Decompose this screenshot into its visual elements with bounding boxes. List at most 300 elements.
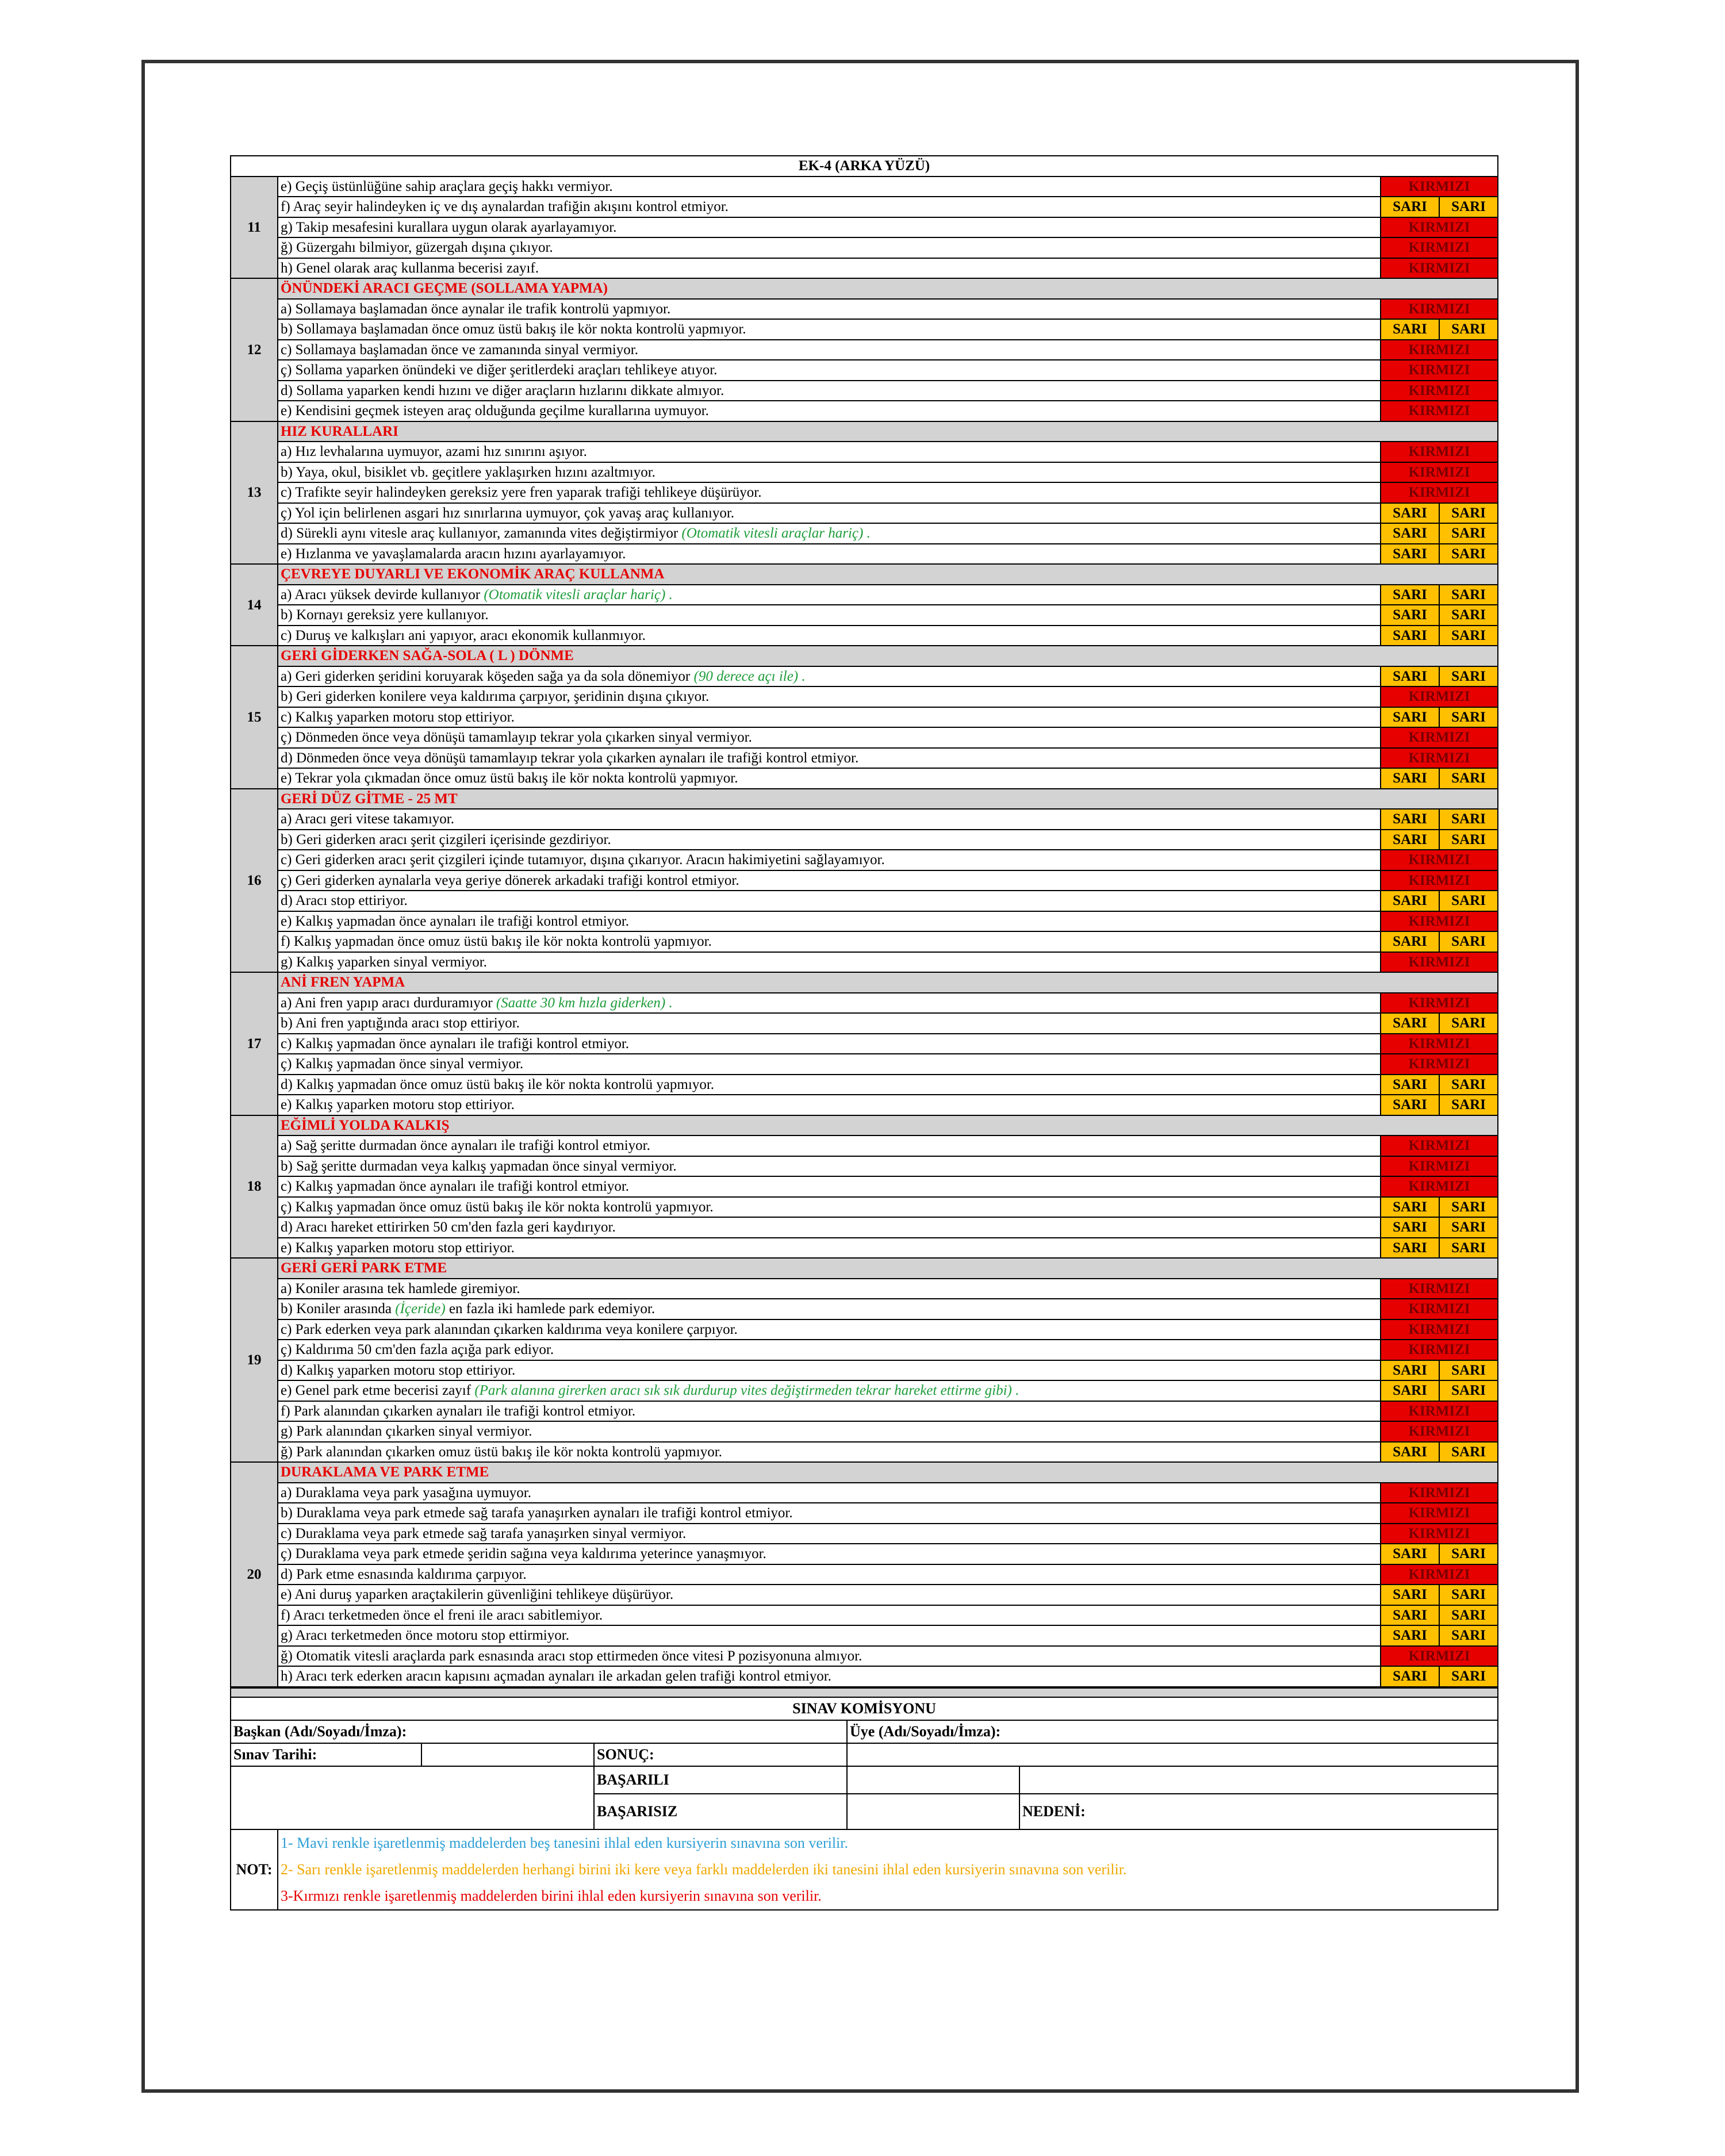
criterion-row: [231, 1095, 1498, 1115]
severity-sari-badge: SARI: [1439, 1544, 1498, 1564]
severity-sari-badge: SARI: [1439, 666, 1498, 687]
criterion-text: [278, 1442, 1381, 1463]
criterion-row: [231, 360, 1498, 381]
note-3: 3-Kırmızı renkle işaretlenmiş maddelerden birini ihlal eden kursiyerin sınavına son verilir.: [281, 1887, 822, 1904]
criterion-label: c) Kalkış yaparken motoru stop ettiriyor.: [281, 709, 515, 725]
severity-sari-badge: SARI: [1381, 1666, 1439, 1687]
criterion-text: [278, 360, 1381, 381]
criterion-text: [278, 523, 1381, 544]
criterion-row: [231, 585, 1498, 605]
severity-kirmizi-badge: KIRMIZI: [1381, 727, 1498, 748]
criterion-label: h) Aracı terk ederken aracın kapısını açmadan aynaları ile arkadan gelen trafiği kontrol etmiyor.: [281, 1668, 831, 1685]
severity-sari-badge: SARI: [1381, 1013, 1439, 1034]
criterion-text: [278, 442, 1381, 462]
criterion-note: (İçeride): [395, 1301, 446, 1317]
severity-kirmizi-badge: KIRMIZI: [1381, 850, 1498, 870]
criterion-row: [231, 605, 1498, 626]
severity-sari-badge: SARI: [1439, 1197, 1498, 1218]
criterion-row: [231, 666, 1498, 687]
severity-kirmizi-badge: KIRMIZI: [1381, 299, 1498, 320]
note-1: 1- Mavi renkle işaretlenmiş maddelerden beş tanesini ihlal eden kursiyerin sınavına son verilir.: [281, 1834, 848, 1851]
severity-kirmizi-badge: KIRMIZI: [1381, 1503, 1498, 1524]
severity-sari-badge: SARI: [1381, 1605, 1439, 1626]
severity-sari-badge: SARI: [1439, 1380, 1498, 1401]
criterion-text: [278, 1034, 1381, 1054]
severity-kirmizi-badge: KIRMIZI: [1381, 993, 1498, 1014]
criterion-text: [278, 1054, 1381, 1075]
section-header-row: [231, 972, 1498, 993]
severity-sari-badge: SARI: [1439, 1625, 1498, 1646]
criterion-label: e) Kalkış yaparken motoru stop ettiriyor.: [281, 1097, 515, 1113]
criterion-text: [278, 1299, 1381, 1319]
form-title: EK-4 (ARKA YÜZÜ): [231, 156, 1498, 177]
criterion-label: g) Takip mesafesini kurallara uygun olarak ayarlayamıyor.: [281, 219, 617, 235]
section-header: EĞİMLİ YOLDA KALKIŞ: [278, 1115, 1498, 1136]
criterion-text: [278, 1483, 1381, 1503]
criterion-row: [231, 1646, 1498, 1667]
section-number: 13: [231, 421, 278, 565]
criterion-row: [231, 891, 1498, 911]
criterion-row: [231, 911, 1498, 932]
severity-sari-badge: SARI: [1439, 891, 1498, 911]
criterion-label: g) Park alanından çıkarken sinyal vermiyor.: [281, 1424, 532, 1440]
criterion-row: [231, 1544, 1498, 1564]
criterion-label: a) Duraklama veya park yasağına uymuyor.: [281, 1484, 531, 1501]
severity-sari-badge: SARI: [1439, 197, 1498, 217]
criterion-label: c) Kalkış yapmadan önce aynaları ile trafiği kontrol etmiyor.: [281, 1035, 630, 1052]
criterion-row: [231, 1421, 1498, 1442]
passed-field[interactable]: [847, 1766, 1019, 1794]
criterion-row: [231, 1034, 1498, 1054]
criterion-row: [231, 1625, 1498, 1646]
severity-sari-badge: SARI: [1439, 1095, 1498, 1115]
criterion-label: ç) Duraklama veya park etmede şeridin sağına veya kaldırıma yeterince yanaşmıyor.: [281, 1546, 766, 1562]
criterion-text: [278, 626, 1381, 646]
criterion-label: b) Ani fren yaptığında aracı stop ettiriyor.: [281, 1015, 520, 1031]
criterion-label: c) Kalkış yapmadan önce aynaları ile trafiği kontrol etmiyor.: [281, 1179, 630, 1195]
criterion-text: [278, 462, 1381, 483]
severity-kirmizi-badge: KIRMIZI: [1381, 1564, 1498, 1585]
severity-kirmizi-badge: KIRMIZI: [1381, 911, 1498, 932]
section-number: 16: [231, 789, 278, 973]
criterion-text: [278, 605, 1381, 626]
criterion-text: [278, 809, 1381, 830]
criterion-row: [231, 177, 1498, 197]
criterion-label: c) Duraklama veya park etmede sağ tarafa yanaşırken sinyal vermiyor.: [281, 1525, 687, 1541]
severity-kirmizi-badge: KIRMIZI: [1381, 1299, 1498, 1319]
severity-sari-badge: SARI: [1381, 585, 1439, 605]
severity-kirmizi-badge: KIRMIZI: [1381, 258, 1498, 279]
severity-kirmizi-badge: KIRMIZI: [1381, 1646, 1498, 1667]
criterion-text: [278, 1156, 1381, 1177]
severity-kirmizi-badge: KIRMIZI: [1381, 952, 1498, 973]
criterion-label: ç) Yol için belirlenen asgari hız sınırlarına uymuyor, çok yavaş araç kullanıyor.: [281, 505, 735, 521]
section-header-row: [231, 1258, 1498, 1279]
reason-label: NEDENİ:: [1019, 1794, 1498, 1829]
criterion-note: (Saatte 30 km hızla giderken) .: [496, 995, 673, 1011]
criterion-row: [231, 1197, 1498, 1218]
blank-cell: [231, 1766, 594, 1794]
criterion-row: [231, 748, 1498, 769]
criterion-row: [231, 401, 1498, 421]
severity-sari-badge: SARI: [1439, 1217, 1498, 1238]
criterion-row: [231, 1013, 1498, 1034]
criterion-label: ğ) Otomatik vitesli araçlarda park esnasında aracı stop ettirmeden önce vitesi P pozisyonuna almıyor.: [281, 1648, 862, 1664]
criterion-text: [278, 258, 1381, 279]
criterion-row: [231, 1401, 1498, 1422]
severity-sari-badge: SARI: [1439, 1075, 1498, 1095]
severity-sari-badge: SARI: [1439, 830, 1498, 850]
criterion-label: a) Sollamaya başlamadan önce aynalar ile trafik kontrolü yapmıyor.: [281, 301, 671, 317]
criterion-row: [231, 1483, 1498, 1503]
failed-label: BAŞARISIZ: [594, 1794, 847, 1829]
criterion-row: [231, 850, 1498, 870]
criterion-row: [231, 626, 1498, 646]
severity-sari-badge: SARI: [1381, 523, 1439, 544]
criterion-label: d) Dönmeden önce veya dönüşü tamamlayıp tekrar yola çıkarken aynaları ile trafiği kontrol etmiyor.: [281, 750, 859, 766]
criterion-text: [278, 1319, 1381, 1340]
severity-kirmizi-badge: KIRMIZI: [1381, 1483, 1498, 1503]
criterion-text: [278, 1176, 1381, 1197]
severity-sari-badge: SARI: [1439, 931, 1498, 952]
failed-field[interactable]: [847, 1794, 1019, 1829]
criterion-text: [278, 1524, 1381, 1544]
severity-sari-badge: SARI: [1439, 523, 1498, 544]
severity-sari-badge: SARI: [1439, 544, 1498, 565]
criterion-row: [231, 197, 1498, 217]
criterion-text: [278, 1380, 1381, 1401]
section-header-row: [231, 564, 1498, 585]
criterion-label: f) Kalkış yapmadan önce omuz üstü bakış ile kör nokta kontrolü yapmıyor.: [281, 934, 712, 950]
severity-sari-badge: SARI: [1381, 1238, 1439, 1259]
criterion-label: ç) Kalkış yapmadan önce omuz üstü bakış ile kör nokta kontrolü yapmıyor.: [281, 1199, 714, 1215]
criterion-label: d) Aracı stop ettiriyor.: [281, 893, 408, 909]
criterion-row: [231, 482, 1498, 503]
section-header: HIZ KURALLARI: [278, 421, 1498, 442]
criterion-note: (Otomatik vitesli araçlar hariç) .: [681, 525, 871, 542]
criterion-label: d) Aracı hareket ettirirken 50 cm'den fazla geri kaydırıyor.: [281, 1219, 616, 1236]
severity-kirmizi-badge: KIRMIZI: [1381, 1279, 1498, 1299]
criterion-label: d) Sürekli aynı vitesle araç kullanıyor, zamanında vites değiştirmiyor: [281, 525, 678, 542]
criterion-label: d) Park etme esnasında kaldırıma çarpıyor.: [281, 1566, 527, 1582]
criterion-text: [278, 237, 1381, 258]
criterion-row: [231, 768, 1498, 789]
criterion-text: [278, 952, 1381, 973]
severity-sari-badge: SARI: [1381, 544, 1439, 565]
criterion-label: f) Park alanından çıkarken aynaları ile trafiği kontrol etmiyor.: [281, 1403, 636, 1419]
severity-kirmizi-badge: KIRMIZI: [1381, 1421, 1498, 1442]
criterion-label: f) Aracı terketmeden önce el freni ile aracı sabitlemiyor.: [281, 1607, 603, 1623]
section-header: GERİ DÜZ GİTME - 25 MT: [278, 789, 1498, 810]
severity-sari-badge: SARI: [1439, 605, 1498, 626]
criterion-row: [231, 952, 1498, 973]
criterion-label: e) Tekrar yola çıkmadan önce omuz üstü bakış ile kör nokta kontrolü yapmıyor.: [281, 770, 738, 787]
criterion-row: [231, 707, 1498, 728]
severity-sari-badge: SARI: [1439, 1238, 1498, 1259]
criterion-row: [231, 1666, 1498, 1687]
severity-sari-badge: SARI: [1381, 626, 1439, 646]
criterion-label: a) Ani fren yapıp aracı durduramıyor: [281, 995, 493, 1011]
criterion-text: [278, 1217, 1381, 1238]
criterion-text: [278, 870, 1381, 891]
severity-sari-badge: SARI: [1381, 1217, 1439, 1238]
criterion-row: [231, 544, 1498, 565]
criterion-row: [231, 809, 1498, 830]
severity-kirmizi-badge: KIRMIZI: [1381, 1176, 1498, 1197]
criterion-label: d) Sollama yaparken kendi hızını ve diğer araçların hızlarını dikkate almıyor.: [281, 382, 724, 398]
result-label: SONUÇ:: [594, 1743, 847, 1766]
title-row: [231, 156, 1498, 177]
chair-label: Başkan (Adı/Soyadı/İmza):: [231, 1720, 847, 1743]
severity-sari-badge: SARI: [1381, 1544, 1439, 1564]
notes-cell: [278, 1829, 1498, 1910]
section-header: GERİ GERİ PARK ETME: [278, 1258, 1498, 1279]
criterion-label: a) Geri giderken şeridini koruyarak köşeden sağa ya da sola dönemiyor: [281, 668, 691, 684]
criterion-text: [278, 993, 1381, 1014]
severity-sari-badge: SARI: [1381, 1197, 1439, 1218]
severity-sari-badge: SARI: [1439, 768, 1498, 789]
severity-sari-badge: SARI: [1381, 1095, 1439, 1115]
criterion-row: [231, 1176, 1498, 1197]
severity-sari-badge: SARI: [1381, 1442, 1439, 1463]
criterion-row: [231, 340, 1498, 360]
criterion-row: [231, 1319, 1498, 1340]
criterion-text: [278, 931, 1381, 952]
severity-kirmizi-badge: KIRMIZI: [1381, 1401, 1498, 1422]
criterion-tail: en fazla iki hamlede park edemiyor.: [445, 1301, 656, 1317]
criterion-text: [278, 748, 1381, 769]
criterion-text: [278, 197, 1381, 217]
criterion-row: [231, 237, 1498, 258]
severity-sari-badge: SARI: [1381, 1360, 1439, 1381]
criterion-label: e) Hızlanma ve yavaşlamalarda aracın hızını ayarlayamıyor.: [281, 546, 626, 562]
section-number: 14: [231, 564, 278, 646]
severity-kirmizi-badge: KIRMIZI: [1381, 462, 1498, 483]
severity-kirmizi-badge: KIRMIZI: [1381, 1135, 1498, 1156]
criterion-label: ç) Sollama yaparken önündeki ve diğer şeritlerdeki araçları tehlikeye atıyor.: [281, 362, 718, 378]
severity-sari-badge: SARI: [1381, 830, 1439, 850]
severity-kirmizi-badge: KIRMIZI: [1381, 442, 1498, 462]
section-header: ANİ FREN YAPMA: [278, 972, 1498, 993]
severity-sari-badge: SARI: [1439, 1360, 1498, 1381]
criterion-text: [278, 319, 1381, 340]
criterion-text: [278, 1646, 1381, 1667]
exam-date-label: Sınav Tarihi:: [231, 1743, 421, 1766]
severity-kirmizi-badge: KIRMIZI: [1381, 360, 1498, 381]
criterion-label: e) Genel park etme becerisi zayıf: [281, 1383, 471, 1399]
criterion-row: [231, 299, 1498, 320]
criterion-text: [278, 1503, 1381, 1524]
criterion-text: [278, 544, 1381, 565]
criterion-text: [278, 768, 1381, 789]
criterion-text: [278, 727, 1381, 748]
criterion-label: a) Koniler arasına tek hamlede giremiyor.: [281, 1280, 520, 1296]
criterion-row: [231, 1380, 1498, 1401]
severity-sari-badge: SARI: [1439, 319, 1498, 340]
criterion-label: c) Park ederken veya park alanından çıkarken kaldırıma veya konilere çarpıyor.: [281, 1321, 738, 1337]
criterion-text: [278, 299, 1381, 320]
severity-sari-badge: SARI: [1381, 707, 1439, 728]
criterion-label: ğ) Güzergahı bilmiyor, güzergah dışına çıkıyor.: [281, 240, 553, 256]
severity-sari-badge: SARI: [1381, 319, 1439, 340]
section-header-row: [231, 1462, 1498, 1483]
note-2: 2- Sarı renkle işaretlenmiş maddelerden herhangi birini iki kere veya farklı maddelerden iki tanesini ihlal eden kursiyerin sınavına son verilir.: [281, 1860, 1127, 1878]
criterion-text: [278, 1421, 1381, 1442]
criterion-label: ç) Kalkış yapmadan önce sinyal vermiyor.: [281, 1056, 524, 1072]
criterion-label: f) Araç seyir halindeyken iç ve dış aynalardan trafiğin akışını kontrol etmiyor.: [281, 199, 729, 215]
criterion-note: (Otomatik vitesli araçlar hariç) .: [484, 586, 673, 603]
criterion-text: [278, 1544, 1381, 1564]
section-header-row: [231, 789, 1498, 810]
criterion-row: [231, 686, 1498, 707]
section-number: 18: [231, 1115, 278, 1259]
severity-sari-badge: SARI: [1439, 1666, 1498, 1687]
criterion-text: [278, 1585, 1381, 1605]
criterion-row: [231, 1279, 1498, 1299]
criterion-text: [278, 1135, 1381, 1156]
criterion-note: (Park alanına girerken aracı sık sık durdurup vites değiştirmeden tekrar hareket ettirme gibi) .: [474, 1383, 1019, 1399]
severity-sari-badge: SARI: [1439, 1605, 1498, 1626]
criterion-text: [278, 1197, 1381, 1218]
severity-sari-badge: SARI: [1381, 666, 1439, 687]
criterion-text: [278, 686, 1381, 707]
criterion-label: e) Kendisini geçmek isteyen araç olduğunda geçilme kurallarına uymuyor.: [281, 403, 709, 419]
criterion-label: g) Kalkış yaparken sinyal vermiyor.: [281, 954, 487, 970]
severity-sari-badge: SARI: [1439, 1585, 1498, 1605]
criterion-text: [278, 1360, 1381, 1381]
criterion-row: [231, 1135, 1498, 1156]
criterion-label: b) Geri giderken aracı şerit çizgileri içerisinde gezdiriyor.: [281, 831, 611, 847]
criterion-text: [278, 217, 1381, 238]
section-header-row: [231, 421, 1498, 442]
severity-sari-badge: SARI: [1439, 707, 1498, 728]
exam-date-field[interactable]: [421, 1743, 594, 1766]
criterion-label: b) Geri giderken konilere veya kaldırıma çarpıyor, şeridinin dışına çıkıyor.: [281, 689, 710, 705]
criterion-label: a) Hız levhalarına uymuyor, azami hız sınırını aşıyor.: [281, 444, 587, 460]
criterion-row: [231, 1054, 1498, 1075]
severity-kirmizi-badge: KIRMIZI: [1381, 1524, 1498, 1544]
criterion-row: [231, 1360, 1498, 1381]
section-number: 20: [231, 1462, 278, 1687]
severity-kirmizi-badge: KIRMIZI: [1381, 381, 1498, 401]
passed-extra-field[interactable]: [1019, 1766, 1498, 1794]
criterion-text: [278, 707, 1381, 728]
criterion-label: ç) Kaldırıma 50 cm'den fazla açığa park ediyor.: [281, 1342, 554, 1358]
evaluation-sheet: [230, 155, 1497, 1911]
criterion-row: [231, 1238, 1498, 1259]
criterion-row: [231, 1340, 1498, 1360]
severity-sari-badge: SARI: [1439, 585, 1498, 605]
criterion-label: c) Trafikte seyir halindeyken gereksiz yere fren yaparak trafiği tehlikeye düşürüyor.: [281, 485, 762, 501]
severity-kirmizi-badge: KIRMIZI: [1381, 748, 1498, 769]
criterion-text: [278, 830, 1381, 850]
criterion-text: [278, 891, 1381, 911]
severity-sari-badge: SARI: [1381, 931, 1439, 952]
severity-sari-badge: SARI: [1439, 626, 1498, 646]
severity-sari-badge: SARI: [1381, 197, 1439, 217]
criterion-label: c) Sollamaya başlamadan önce ve zamanında sinyal vermiyor.: [281, 342, 638, 358]
criterion-text: [278, 911, 1381, 932]
criterion-label: c) Duruş ve kalkışları ani yapıyor, aracı ekonomik kullanmıyor.: [281, 627, 646, 643]
criterion-label: h) Genel olarak araç kullanma becerisi zayıf.: [281, 260, 539, 276]
severity-sari-badge: SARI: [1381, 1585, 1439, 1605]
criterion-label: b) Sağ şeritte durmadan veya kalkış yapmadan önce sinyal vermiyor.: [281, 1158, 677, 1174]
criterion-text: [278, 401, 1381, 421]
section-header: DURAKLAMA VE PARK ETME: [278, 1462, 1498, 1483]
criterion-label: e) Kalkış yaparken motoru stop ettiriyor.: [281, 1240, 515, 1256]
severity-sari-badge: SARI: [1381, 1380, 1439, 1401]
criterion-row: [231, 1075, 1498, 1095]
criterion-label: d) Kalkış yapmadan önce omuz üstü bakış ile kör nokta kontrolü yapmıyor.: [281, 1076, 715, 1092]
criterion-row: [231, 258, 1498, 279]
section-header: ÇEVREYE DUYARLI VE EKONOMİK ARAÇ KULLANMA: [278, 564, 1498, 585]
criterion-label: a) Sağ şeritte durmadan önce aynaları ile trafiği kontrol etmiyor.: [281, 1138, 650, 1154]
criterion-label: b) Duraklama veya park etmede sağ tarafa yanaşırken aynaları ile trafiği kontrol etmiyor.: [281, 1505, 793, 1521]
criterion-row: [231, 1217, 1498, 1238]
severity-kirmizi-badge: KIRMIZI: [1381, 1054, 1498, 1075]
severity-kirmizi-badge: KIRMIZI: [1381, 1156, 1498, 1177]
section-header-row: [231, 646, 1498, 666]
criterion-text: [278, 1075, 1381, 1095]
committee-title: SINAV KOMİSYONU: [231, 1697, 1498, 1720]
committee-table: [230, 1687, 1498, 1911]
criterion-text: [278, 1401, 1381, 1422]
criterion-note: (90 derece açı ile) .: [693, 668, 806, 684]
criterion-text: [278, 1238, 1381, 1259]
severity-kirmizi-badge: KIRMIZI: [1381, 401, 1498, 421]
criterion-row: [231, 830, 1498, 850]
severity-kirmizi-badge: KIRMIZI: [1381, 177, 1498, 197]
section-header-row: [231, 278, 1498, 299]
criterion-row: [231, 931, 1498, 952]
criterion-label: c) Geri giderken aracı şerit çizgileri içinde tutamıyor, dışına çıkarıyor. Aracın hakimiyetini sağlayamıyor.: [281, 852, 885, 868]
severity-sari-badge: SARI: [1381, 1625, 1439, 1646]
criterion-row: [231, 381, 1498, 401]
criterion-row: [231, 1564, 1498, 1585]
section-header: GERİ GİDERKEN SAĞA-SOLA ( L ) DÖNME: [278, 646, 1498, 666]
criterion-text: [278, 1340, 1381, 1360]
criterion-text: [278, 585, 1381, 605]
criterion-label: e) Kalkış yapmadan önce aynaları ile trafiği kontrol etmiyor.: [281, 913, 630, 929]
severity-sari-badge: SARI: [1439, 1442, 1498, 1463]
criterion-label: g) Aracı terketmeden önce motoru stop ettirmiyor.: [281, 1628, 569, 1644]
criterion-row: [231, 1299, 1498, 1319]
criterion-row: [231, 870, 1498, 891]
evaluation-table: [230, 155, 1498, 1687]
criterion-row: [231, 1605, 1498, 1626]
criterion-row: [231, 462, 1498, 483]
criterion-text: [278, 1013, 1381, 1034]
criterion-text: [278, 1605, 1381, 1626]
criterion-label: ç) Geri giderken aynalarla veya geriye dönerek arkadaki trafiği kontrol etmiyor.: [281, 872, 739, 888]
criterion-row: [231, 442, 1498, 462]
severity-kirmizi-badge: KIRMIZI: [1381, 1319, 1498, 1340]
spacer-row: [231, 1688, 1498, 1697]
severity-sari-badge: SARI: [1381, 1075, 1439, 1095]
not-label: NOT:: [231, 1829, 278, 1910]
criterion-text: [278, 503, 1381, 524]
member-signature-field[interactable]: [847, 1743, 1498, 1766]
criterion-text: [278, 1279, 1381, 1299]
criterion-row: [231, 1442, 1498, 1463]
criterion-text: [278, 1625, 1381, 1646]
criterion-label: ğ) Park alanından çıkarken omuz üstü bakış ile kör nokta kontrolü yapmıyor.: [281, 1444, 722, 1460]
criterion-row: [231, 727, 1498, 748]
severity-sari-badge: SARI: [1381, 768, 1439, 789]
criterion-label: b) Sollamaya başlamadan önce omuz üstü bakış ile kör nokta kontrolü yapmıyor.: [281, 321, 746, 337]
section-number: 12: [231, 278, 278, 421]
criterion-text: [278, 1095, 1381, 1115]
